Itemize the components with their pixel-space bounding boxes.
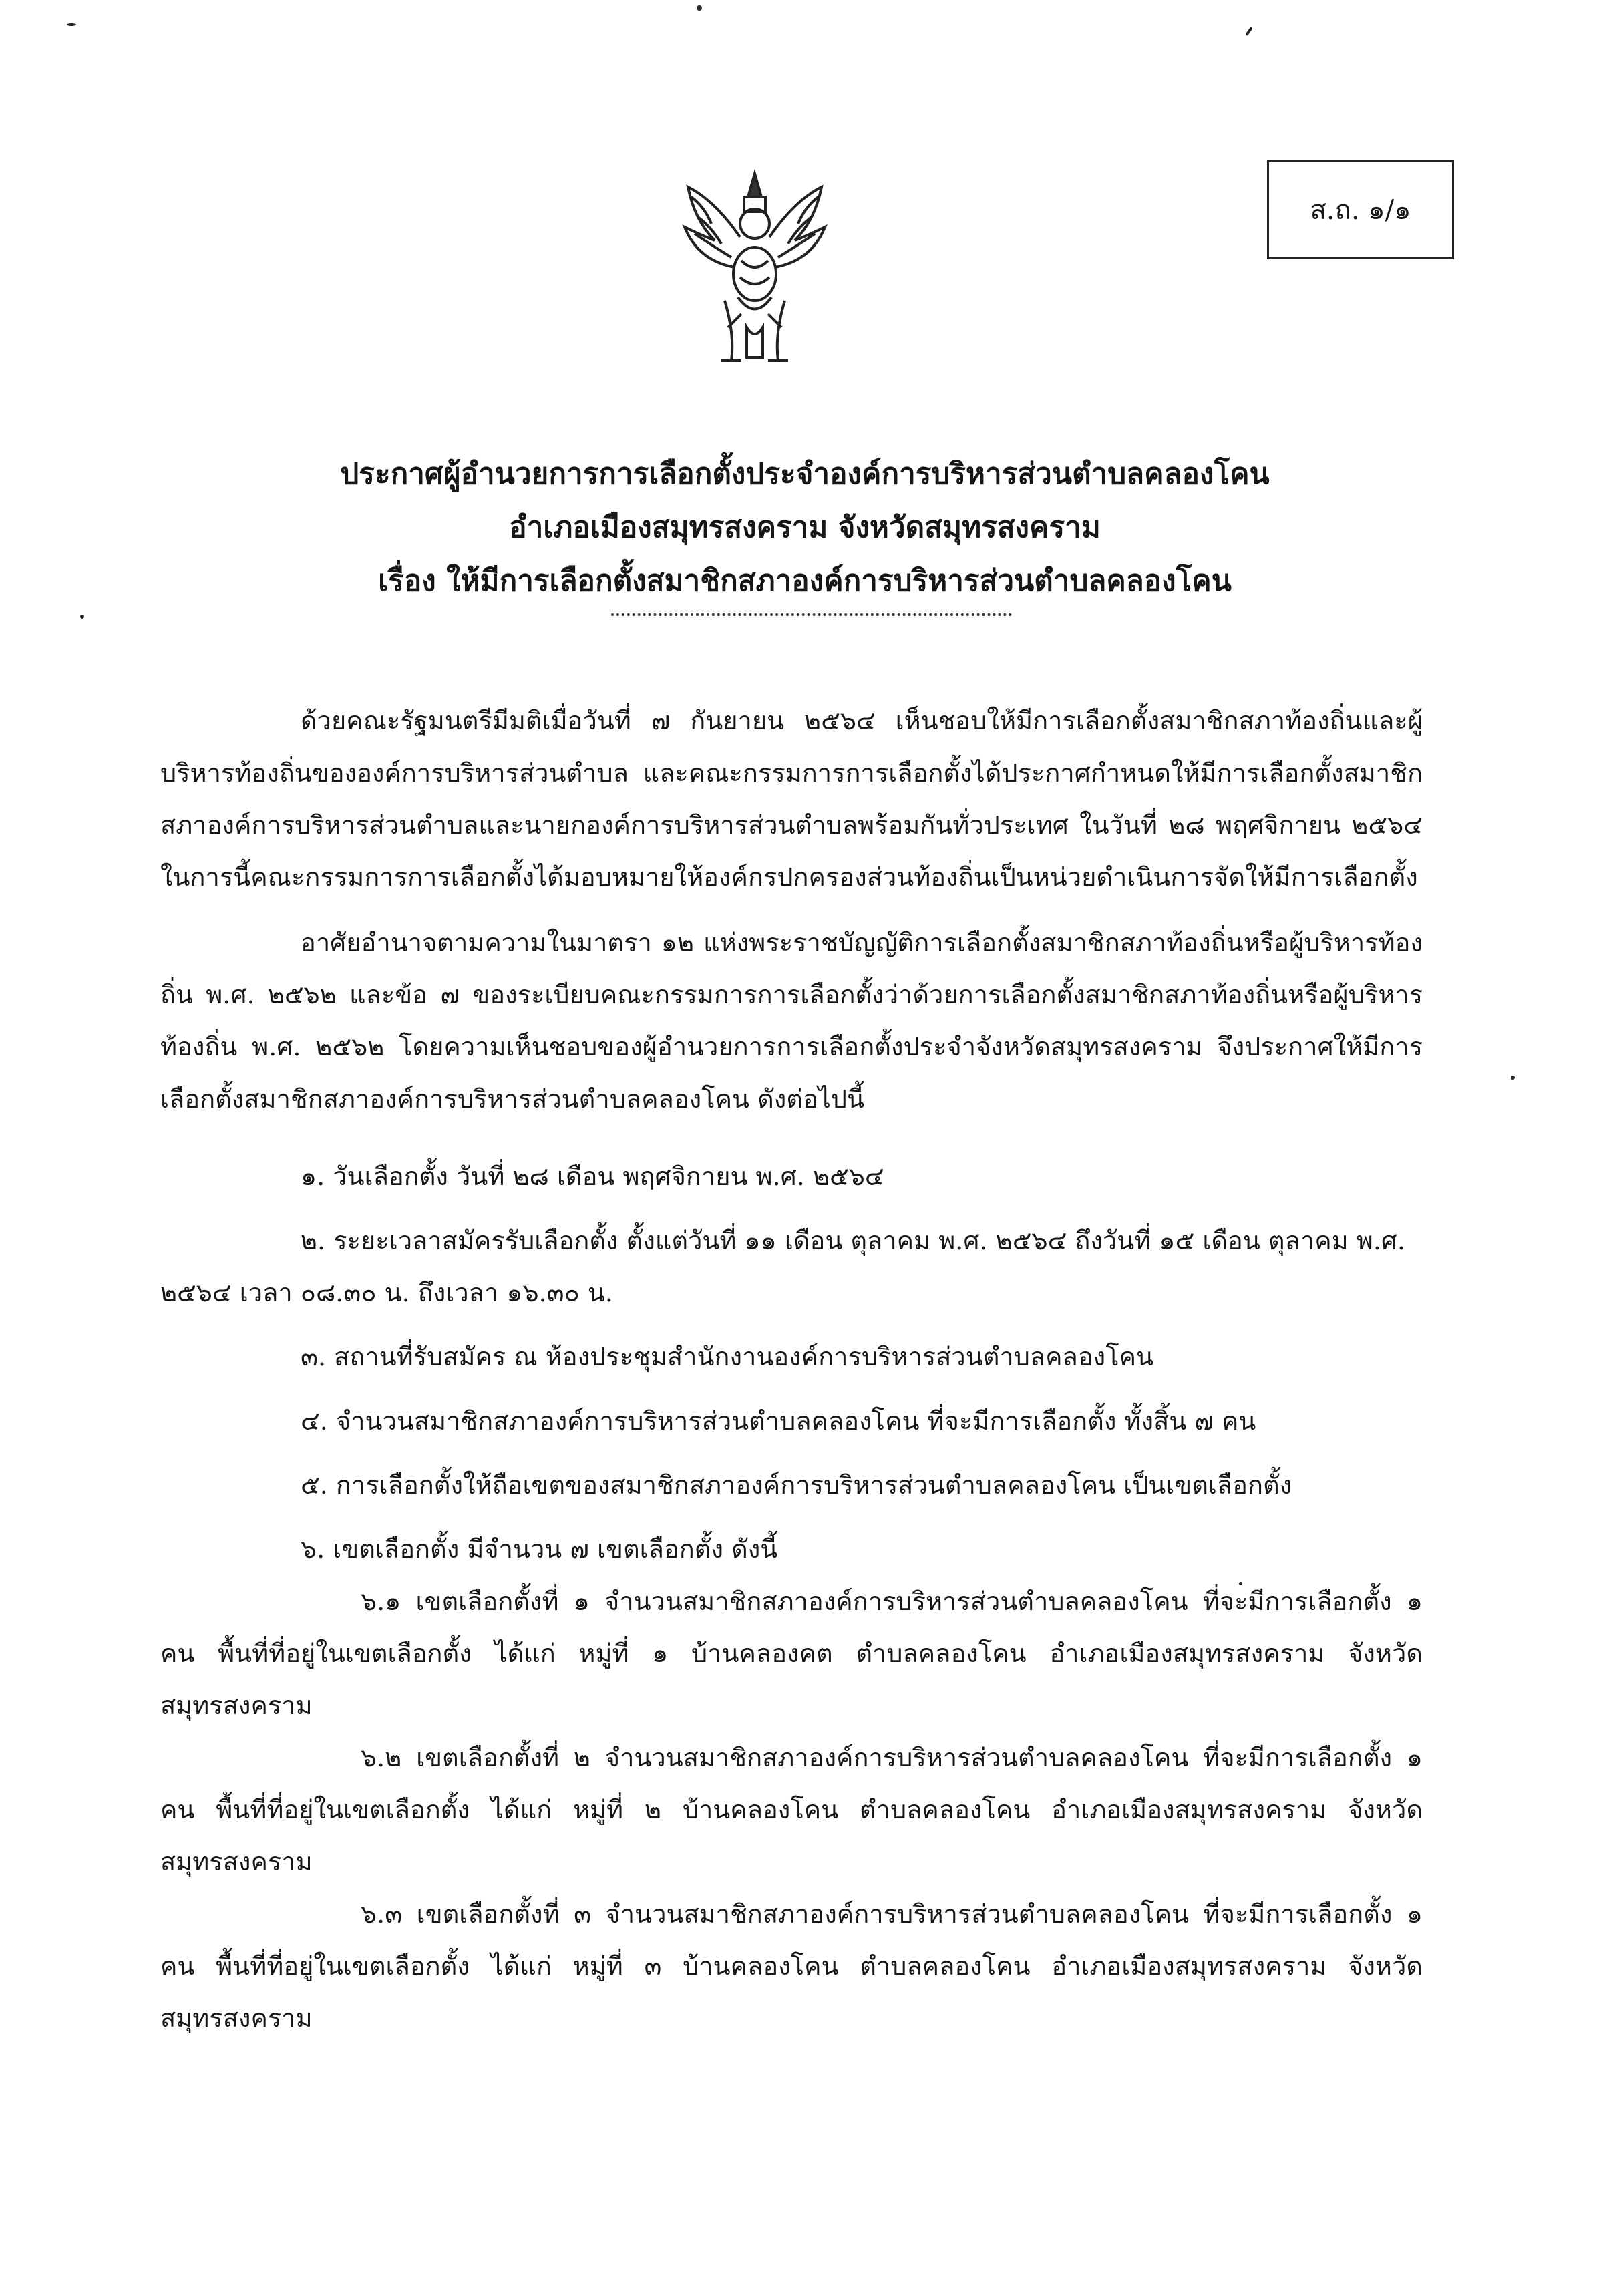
- item-election-zone-rule: ๕. การเลือกตั้งให้ถือเขตของสมาชิกสภาองค์การบริหารส่วนตำบลคลองโคน เป็นเขตเลือกตั้ง: [301, 1470, 1292, 1500]
- header-line-1: ประกาศผู้อำนวยการการเลือกตั้งประจำองค์การบริหารส่วนตำบลคลองโคน: [340, 457, 1270, 491]
- item-election-zones: ๖. เขตเลือกตั้ง มีจำนวน ๗ เขตเลือกตั้ง ดังนี้: [301, 1534, 778, 1564]
- header-line-2: อำเภอเมืองสมุทรสงคราม จังหวัดสมุทรสงคราม: [509, 510, 1101, 544]
- item-application-period: ๒. ระยะเวลาสมัครรับเลือกตั้ง ตั้งแต่วันที่ ๑๑ เดือน ตุลาคม พ.ศ. ๒๕๖๔ ถึงวันที่ ๑๕ เดือน ตุลาคม พ.ศ. ๒๕๖๔ เวลา ๐๘.๓๐ น. ถึงเวลา ๑๖.๓๐ น.: [160, 1226, 1406, 1307]
- item-application-place: ๓. สถานที่รับสมัคร ณ ห้องประชุมสำนักงานองค์การบริหารส่วนตำบลคลองโคน: [301, 1342, 1154, 1371]
- dotted-divider: [611, 613, 1012, 616]
- scan-speck: [697, 5, 702, 11]
- scan-speck: [80, 615, 84, 619]
- announcement-body: [160, 695, 1423, 2044]
- header-line-3: เรื่อง ให้มีการเลือกตั้งสมาชิกสภาองค์การบริหารส่วนตำบลคลองโคน: [378, 564, 1232, 598]
- zone-3: ๖.๓ เขตเลือกตั้งที่ ๓ จำนวนสมาชิกสภาองค์การบริหารส่วนตำบลคลองโคน ที่จะมีการเลือกตั้ง ๑ คน พื้นที่ที่อยู่ในเขตเลือกตั้ง ได้แก่ หมู่ที่ ๓ บ้านคลองโคน ตำบลคลองโคน อำเภอเมืองสมุทรสงคราม จังหวัดสมุทรสงคราม: [160, 1899, 1423, 2033]
- form-code-box: [1267, 160, 1454, 259]
- announcement-header: [200, 448, 1409, 608]
- garuda-emblem: [675, 160, 835, 374]
- paragraph-intro: ด้วยคณะรัฐมนตรีมีมติเมื่อวันที่ ๗ กันยายน ๒๕๖๔ เห็นชอบให้มีการเลือกตั้งสมาชิกสภาท้องถิ่นและผู้บริหารท้องถิ่นขององค์การบริหารส่วนตำบล และคณะกรรมการการเลือกตั้งได้ประกาศกำหนดให้มีการเลือกตั้งสมาชิกสภาองค์การบริหารส่วนตำบลและนายกองค์การบริหารส่วนตำบลพร้อมกันทั่วประเทศ ในวันที่ ๒๘ พฤศจิกายน ๒๕๖๔ ในการนี้คณะกรรมการการเลือกตั้งได้มอบหมายให้องค์กรปกครองส่วนท้องถิ่นเป็นหน่วยดำเนินการจัดให้มีการเลือกตั้ง: [160, 706, 1423, 892]
- item-member-count: ๔. จำนวนสมาชิกสภาองค์การบริหารส่วนตำบลคลองโคน ที่จะมีการเลือกตั้ง ทั้งสิ้น ๗ คน: [301, 1406, 1256, 1436]
- zone-2: ๖.๒ เขตเลือกตั้งที่ ๒ จำนวนสมาชิกสภาองค์การบริหารส่วนตำบลคลองโคน ที่จะมีการเลือกตั้ง ๑ คน พื้นที่ที่อยู่ในเขตเลือกตั้ง ได้แก่ หมู่ที่ ๒ บ้านคลองโคน ตำบลคลองโคน อำเภอเมืองสมุทรสงคราม จังหวัดสมุทรสงคราม: [160, 1743, 1423, 1876]
- paragraph-authority: อาศัยอำนาจตามความในมาตรา ๑๒ แห่งพระราชบัญญัติการเลือกตั้งสมาชิกสภาท้องถิ่นหรือผู้บริหารท้องถิ่น พ.ศ. ๒๕๖๒ และข้อ ๗ ของระเบียบคณะกรรมการการเลือกตั้งว่าด้วยการเลือกตั้งสมาชิกสภาท้องถิ่นหรือผู้บริหารท้องถิ่น พ.ศ. ๒๕๖๒ โดยความเห็นชอบของผู้อำนวยการการเลือกตั้งประจำจังหวัดสมุทรสงคราม จึงประกาศให้มีการเลือกตั้งสมาชิกสภาองค์การบริหารส่วนตำบลคลองโคน ดังต่อไปนี้: [160, 928, 1423, 1114]
- zone-1: ๖.๑ เขตเลือกตั้งที่ ๑ จำนวนสมาชิกสภาองค์การบริหารส่วนตำบลคลองโคน ที่จะมีการเลือกตั้ง ๑ คน พื้นที่ที่อยู่ในเขตเลือกตั้ง ได้แก่ หมู่ที่ ๑ บ้านคลองคต ตำบลคลองโคน อำเภอเมืองสมุทรสงคราม จังหวัดสมุทรสงคราม: [160, 1587, 1423, 1720]
- item-election-date: ๑. วันเลือกตั้ง วันที่ ๒๘ เดือน พฤศจิกายน พ.ศ. ๒๕๖๔: [301, 1162, 884, 1191]
- scan-speck: [1245, 27, 1252, 36]
- scan-speck: [67, 23, 76, 26]
- scan-speck: [1511, 1076, 1515, 1080]
- form-code: ส.ถ. ๑/๑: [1310, 195, 1411, 226]
